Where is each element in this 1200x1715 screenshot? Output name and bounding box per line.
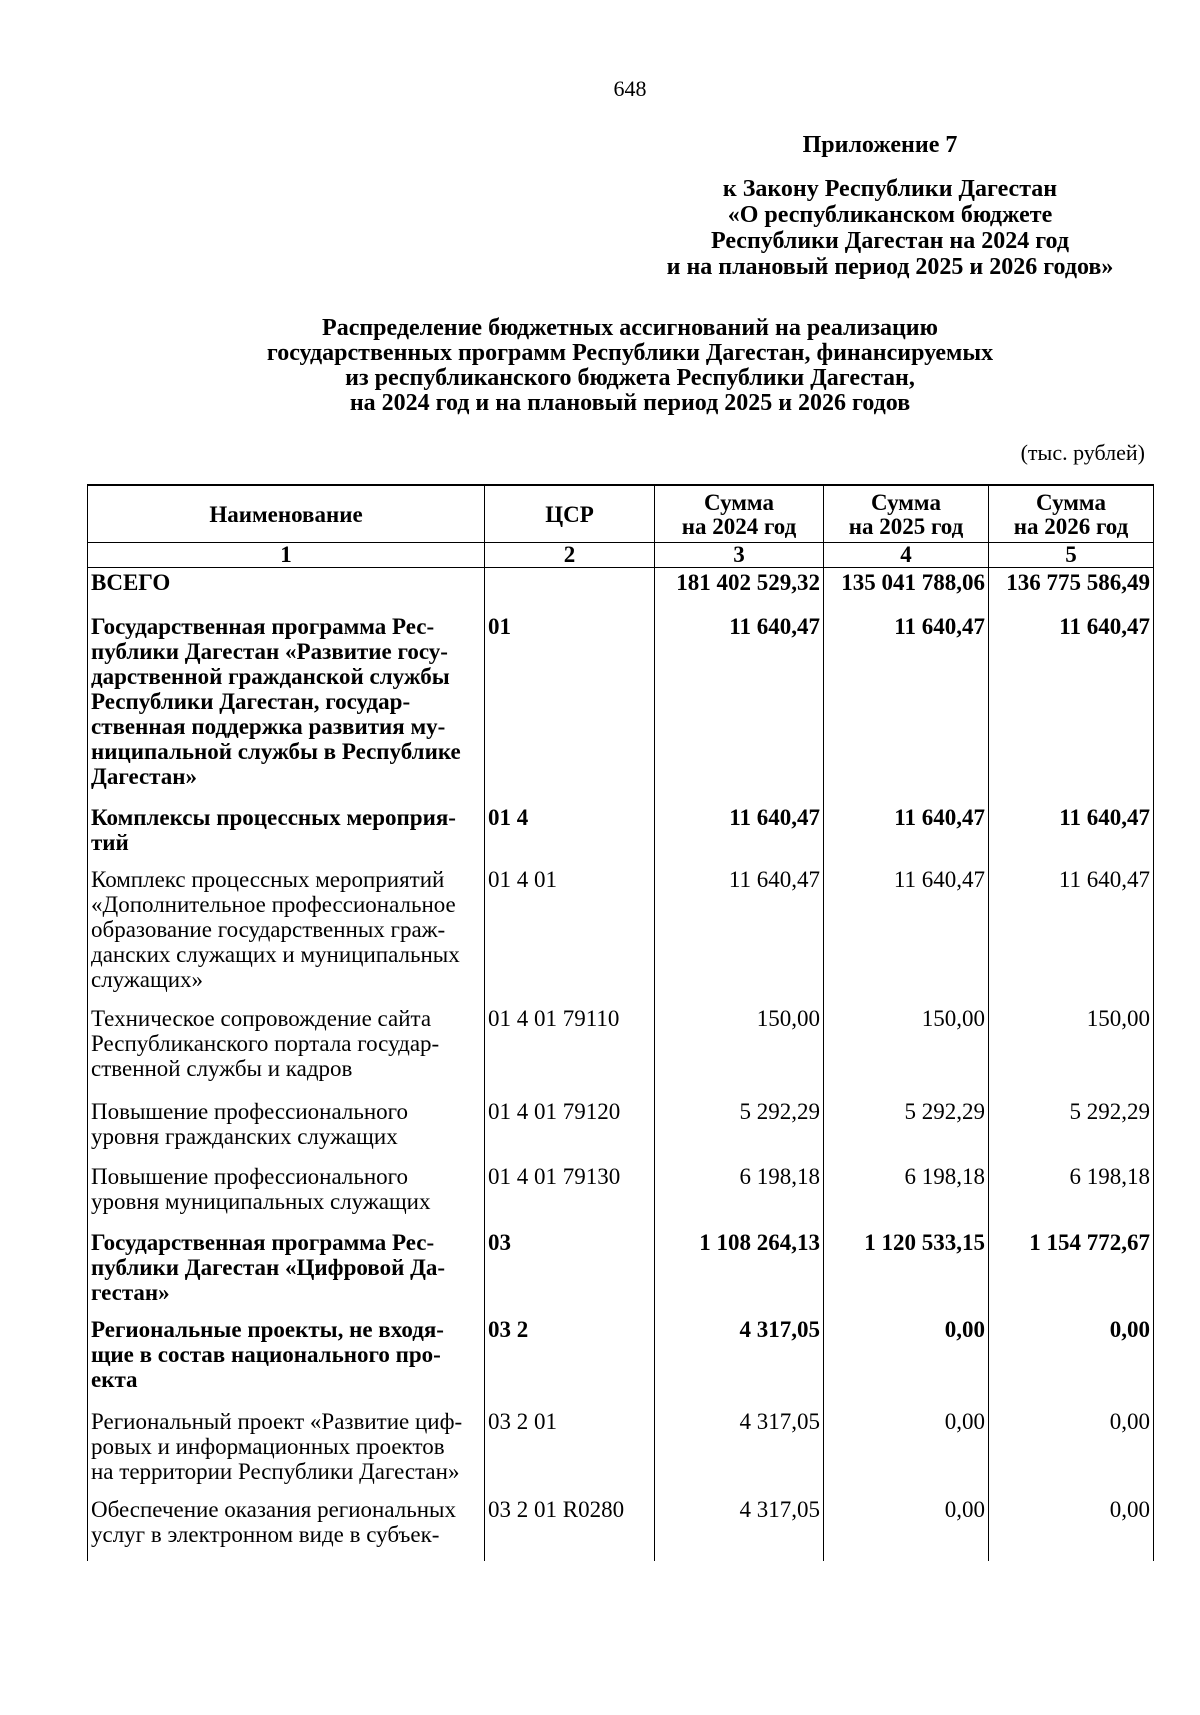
- row-sum-2026: 1 154 772,67: [989, 1228, 1154, 1315]
- row-sum-2025: 0,00: [824, 1495, 989, 1561]
- row-csr: 01 4: [485, 803, 655, 865]
- row-name: Комплекс процессных мероприятий «Дополнительное профессиональное образование государственных граж- данских служащих и муниципальных служащих»: [88, 865, 485, 1004]
- row-sum-2024: 11 640,47: [655, 612, 824, 803]
- row-sum-2024: 4 317,05: [655, 1407, 824, 1495]
- row-sum-2025: 6 198,18: [824, 1162, 989, 1228]
- row-sum-2026: 11 640,47: [989, 865, 1154, 1004]
- row-csr: 01: [485, 612, 655, 803]
- appendix-subtitle: [640, 176, 1140, 280]
- row-sum-2026: 11 640,47: [989, 612, 1154, 803]
- row-csr: 01 4 01 79130: [485, 1162, 655, 1228]
- row-name: Повышение профессионального уровня гражданских служащих: [88, 1097, 485, 1162]
- column-number: 1: [88, 543, 485, 568]
- row-sum-2026: 150,00: [989, 1004, 1154, 1097]
- budget-table: [87, 484, 1154, 1561]
- row-sum-2024: 5 292,29: [655, 1097, 824, 1162]
- column-number-row: [88, 543, 1154, 568]
- row-sum-2024: 6 198,18: [655, 1162, 824, 1228]
- appendix-line: к Закону Республики Дагестан: [722, 176, 1058, 202]
- row-sum-2025: 0,00: [824, 1315, 989, 1407]
- row-name: Региональные проекты, не входя- щие в состав национального про- екта: [88, 1315, 485, 1407]
- title-line: Распределение бюджетных ассигнований на реализацию: [322, 315, 938, 341]
- row-sum-2026: 6 198,18: [989, 1162, 1154, 1228]
- row-sum-2024: 1 108 264,13: [655, 1228, 824, 1315]
- row-sum-2025: 11 640,47: [824, 612, 989, 803]
- title-line: из республиканского бюджета Республики Дагестан,: [345, 365, 915, 391]
- row-csr: 03 2: [485, 1315, 655, 1407]
- table-header-row: [88, 485, 1154, 543]
- column-number: 5: [989, 543, 1154, 568]
- row-sum-2025: 150,00: [824, 1004, 989, 1097]
- row-sum-2024: 11 640,47: [655, 803, 824, 865]
- row-sum-2026: 11 640,47: [989, 803, 1154, 865]
- row-csr: 03: [485, 1228, 655, 1315]
- header-name: Наименование: [88, 485, 485, 543]
- table-row: [88, 1097, 1154, 1162]
- column-number: 4: [824, 543, 989, 568]
- row-name: Государственная программа Рес- публики Дагестан «Развитие госу- дарственной гражданской службы Республики Дагестан, государ- ственная поддержка развития му- ниципальной службы в Республике Дагестан»: [88, 612, 485, 803]
- table-row: [88, 1004, 1154, 1097]
- title-line: государственных программ Республики Дагестан, финансируемых: [266, 340, 994, 366]
- row-sum-2025: 0,00: [824, 1407, 989, 1495]
- row-csr: 03 2 01 R0280: [485, 1495, 655, 1561]
- units-label: (тыс. рублей): [1020, 440, 1145, 465]
- column-number: 3: [655, 543, 824, 568]
- header-2025: Сумма на 2025 год: [824, 485, 989, 543]
- row-name: Комплексы процессных мероприя- тий: [88, 803, 485, 865]
- title-line: на 2024 год и на плановый период 2025 и 2026 годов: [349, 390, 911, 416]
- column-number: 2: [485, 543, 655, 568]
- row-sum-2025: 11 640,47: [824, 865, 989, 1004]
- row-sum-2026: 0,00: [989, 1407, 1154, 1495]
- row-sum-2024: 150,00: [655, 1004, 824, 1097]
- row-csr: 01 4 01 79120: [485, 1097, 655, 1162]
- row-sum-2026: 0,00: [989, 1495, 1154, 1561]
- row-csr: 01 4 01: [485, 865, 655, 1004]
- table-row: [88, 568, 1154, 612]
- row-sum-2024: 4 317,05: [655, 1495, 824, 1561]
- row-sum-2025: 135 041 788,06: [824, 568, 989, 612]
- table-row: [88, 1315, 1154, 1407]
- row-name: Государственная программа Рес- публики Дагестан «Цифровой Да- гестан»: [88, 1228, 485, 1315]
- row-name: Региональный проект «Развитие циф- ровых и информационных проектов на территории Республики Дагестан»: [88, 1407, 485, 1495]
- row-sum-2024: 4 317,05: [655, 1315, 824, 1407]
- row-sum-2024: 181 402 529,32: [655, 568, 824, 612]
- table-row: [88, 865, 1154, 1004]
- table-row: [88, 1162, 1154, 1228]
- table-row: [88, 803, 1154, 865]
- header-2024: Сумма на 2024 год: [655, 485, 824, 543]
- row-csr: [485, 568, 655, 612]
- document-title: [100, 316, 1160, 416]
- table-row: [88, 612, 1154, 803]
- row-sum-2026: 5 292,29: [989, 1097, 1154, 1162]
- appendix-line: «О республиканском бюджете: [727, 202, 1053, 228]
- header-2026: Сумма на 2026 год: [989, 485, 1154, 543]
- appendix-line: и на плановый период 2025 и 2026 годов»: [666, 254, 1114, 280]
- row-csr: 03 2 01: [485, 1407, 655, 1495]
- row-sum-2026: 0,00: [989, 1315, 1154, 1407]
- row-csr: 01 4 01 79110: [485, 1004, 655, 1097]
- appendix-line: Республики Дагестан на 2024 год: [711, 228, 1069, 254]
- appendix-title: Приложение 7: [802, 132, 958, 158]
- row-name: ВСЕГО: [88, 568, 485, 612]
- header-csr: ЦСР: [485, 485, 655, 543]
- row-sum-2025: 11 640,47: [824, 803, 989, 865]
- row-name: Обеспечение оказания региональных услуг в электронном виде в субъек-: [88, 1495, 485, 1561]
- table-row: [88, 1495, 1154, 1561]
- row-sum-2025: 1 120 533,15: [824, 1228, 989, 1315]
- table-row: [88, 1407, 1154, 1495]
- row-sum-2024: 11 640,47: [655, 865, 824, 1004]
- row-sum-2025: 5 292,29: [824, 1097, 989, 1162]
- row-name: Техническое сопровождение сайта Республиканского портала государ- ственной службы и кадров: [88, 1004, 485, 1097]
- page-number: 648: [613, 76, 647, 101]
- row-sum-2026: 136 775 586,49: [989, 568, 1154, 612]
- table-row: [88, 1228, 1154, 1315]
- row-name: Повышение профессионального уровня муниципальных служащих: [88, 1162, 485, 1228]
